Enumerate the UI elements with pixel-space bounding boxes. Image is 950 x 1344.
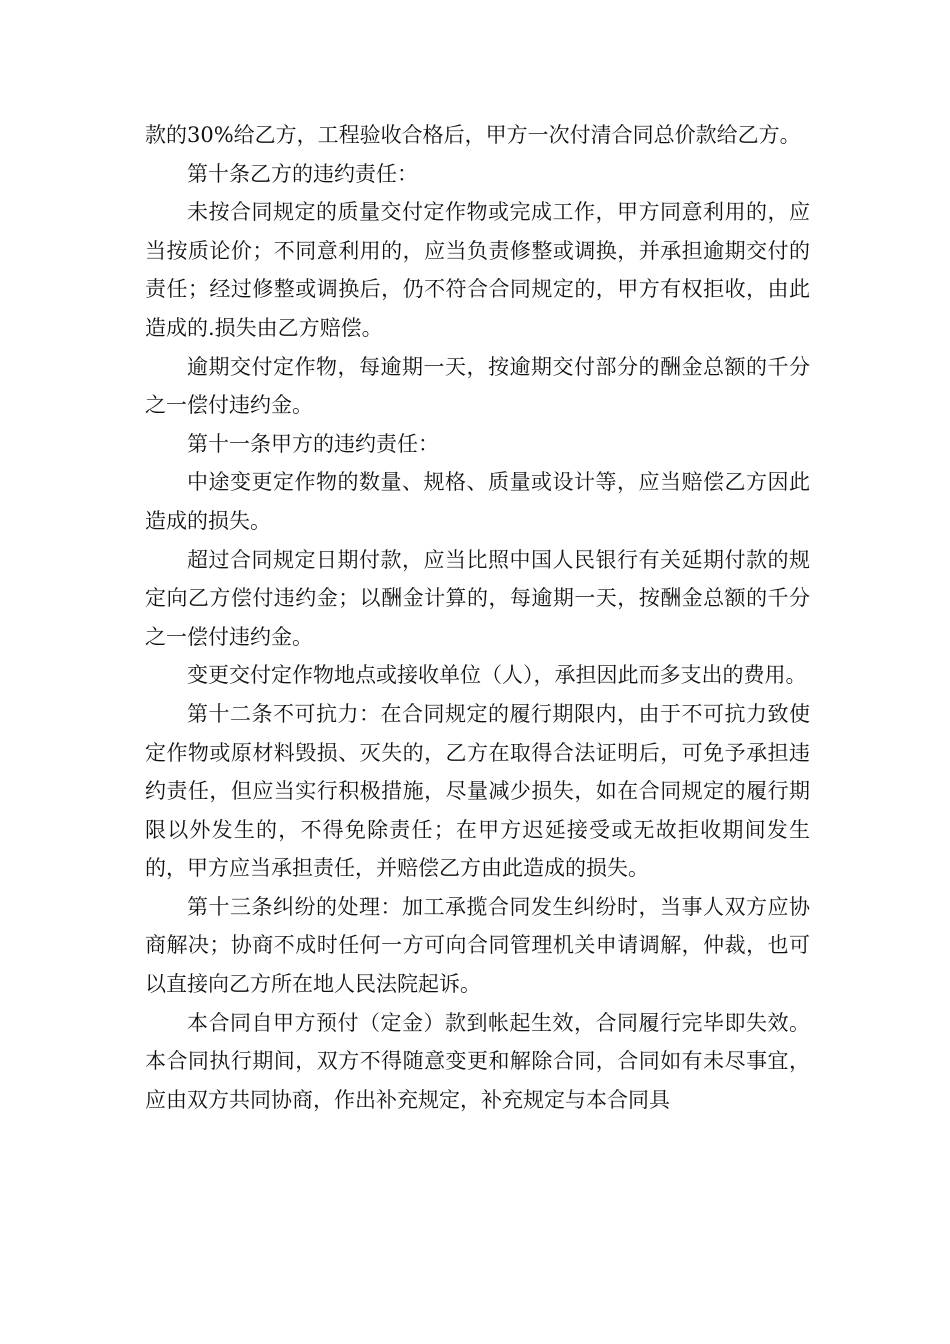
paragraph-payment-continuation: 款的30%给乙方，工程验收合格后，甲方一次付清合同总价款给乙方。	[145, 123, 801, 147]
heading-article-11: 第十一条甲方的违约责任：	[187, 431, 439, 456]
paragraph-effectiveness: 本合同自甲方预付（定金）款到帐起生效，合同履行完毕即失效。本合同执行期间，双方不得随意变更和解除合同，合同如有未尽事宜，应由双方共同协商，作出补充规定，补充规定与本合同具	[145, 1010, 810, 1112]
heading-article-10: 第十条乙方的违约责任：	[187, 161, 418, 186]
document-body	[145, 116, 810, 1119]
paragraph-article-11-location: 变更交付定作物地点或接收单位（人），承担因此而多支出的费用。	[187, 663, 807, 688]
paragraph-article-10-quality: 未按合同规定的质量交付定作物或完成工作，甲方同意利用的，应当按质论价；不同意利用的，应当负责修整或调换，并承担逾期交付的责任；经过修整或调换后，仍不符合合同规定的，甲方有权拒收，由此造成的.损失由乙方赔偿。	[145, 200, 810, 340]
paragraph-article-13-disputes: 第十三条纠纷的处理：加工承揽合同发生纠纷时，当事人双方应协商解决；协商不成时任何一方可向合同管理机关申请调解，仲裁，也可以直接向乙方所在地人民法院起诉。	[145, 894, 810, 997]
paragraph-article-11-changes: 中途变更定作物的数量、规格、质量或设计等，应当赔偿乙方因此造成的损失。	[145, 470, 810, 533]
paragraph-article-10-overdue: 逾期交付定作物，每逾期一天，按逾期交付部分的酬金总额的千分之一偿付违约金。	[145, 354, 810, 418]
paragraph-article-12-force-majeure: 第十二条不可抗力：在合同规定的履行期限内，由于不可抗力致使定作物或原材料毁损、灭失的，乙方在取得合法证明后，可免予承担违约责任，但应当实行积极措施，尽量减少损失，如在合同规定的履行期限以外发生的，不得免除责任；在甲方迟延接受或无故拒收期间发生的，甲方应当承担责任，并赔偿乙方由此造成的损失。	[145, 701, 810, 881]
paragraph-article-11-late-payment: 超过合同规定日期付款，应当比照中国人民银行有关延期付款的规定向乙方偿付违约金；以酬金计算的，每逾期一天，按酬金总额的千分之一偿付违约金。	[145, 547, 810, 649]
